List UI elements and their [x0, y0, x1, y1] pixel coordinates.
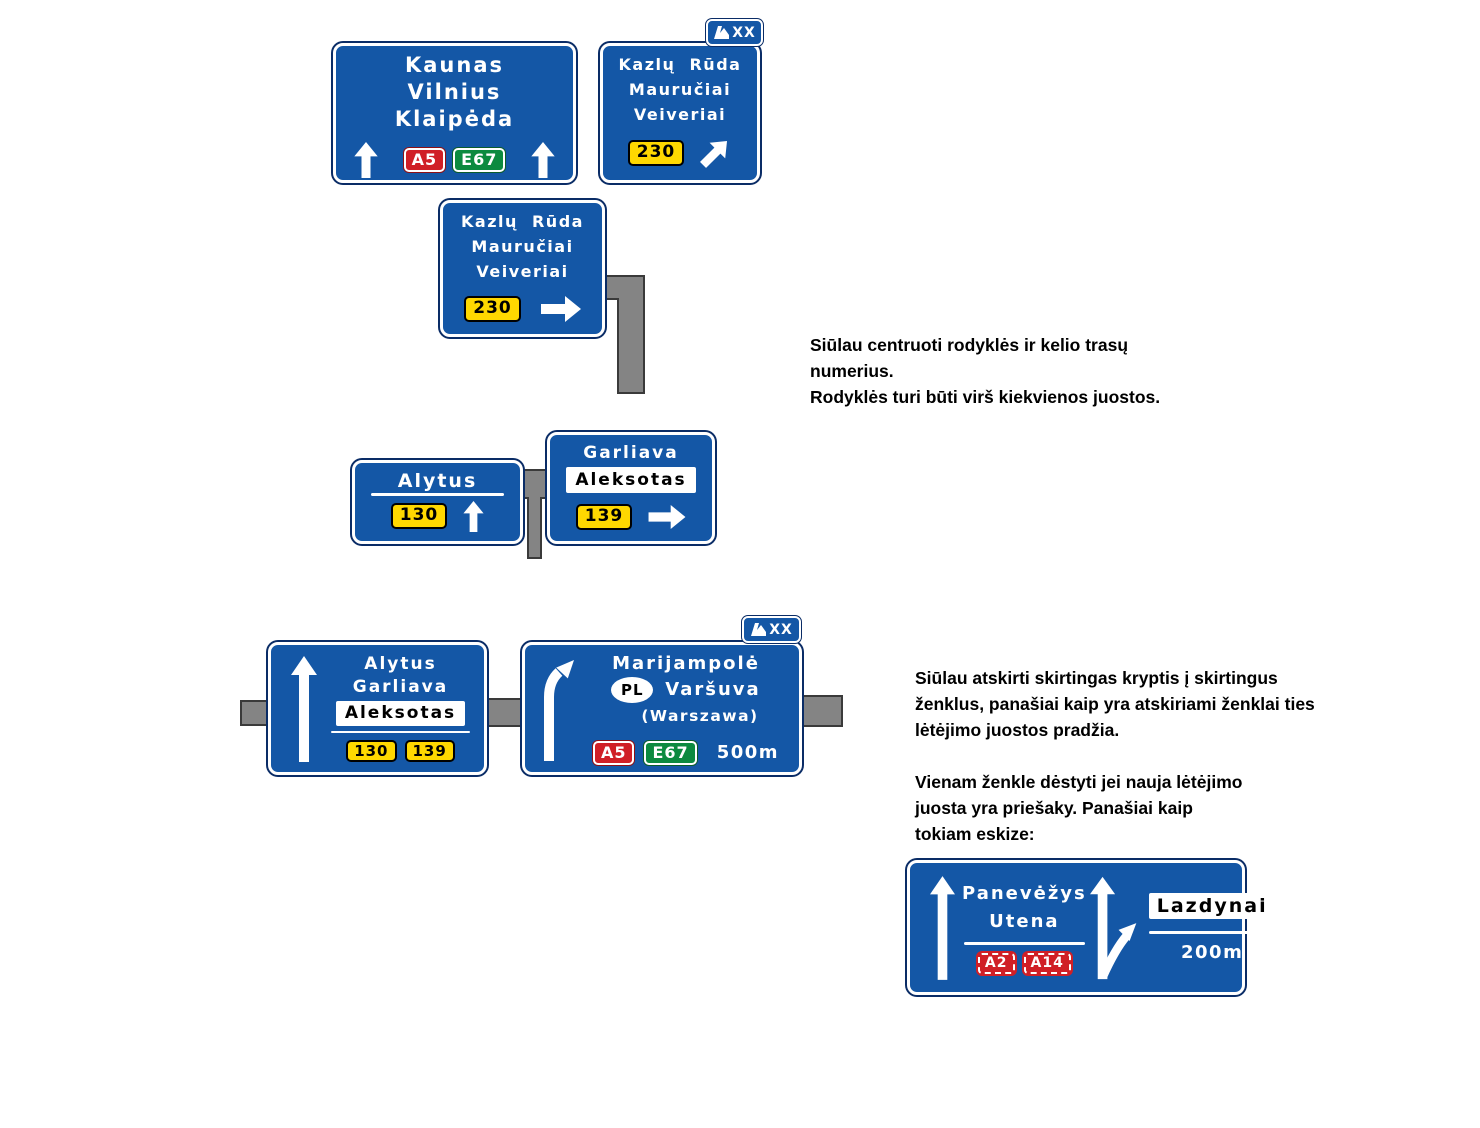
destination: Kaunas	[404, 53, 504, 77]
destination: Veiveriai	[633, 105, 727, 124]
route-pictogram-icon	[713, 26, 730, 39]
destinations	[560, 441, 702, 493]
sign-kazlu-ruda-right	[440, 200, 605, 337]
divider-line	[964, 942, 1085, 945]
note-line: Siūlau centruoti rodyklės ir kelio trasų	[810, 335, 1129, 355]
exit-plate-label: XX	[769, 621, 793, 638]
destination: Garliava	[583, 443, 679, 463]
route-badge-230: 230	[628, 140, 685, 165]
destination: Garliava	[352, 677, 449, 697]
destinations	[365, 469, 510, 493]
sign-alytus	[352, 460, 523, 544]
destination: Marijampolė	[612, 652, 760, 674]
note-line: tokiam eskize:	[915, 824, 1035, 844]
sign-panevezys-lazdynai	[907, 860, 1268, 995]
destinations	[346, 52, 563, 133]
sign-marijampole-varsuva	[522, 642, 802, 775]
route-badge-a5: A5	[593, 741, 635, 765]
distance-label: 200m	[1181, 941, 1244, 963]
route-badge-e67: E67	[453, 148, 505, 172]
distance-label: 500m	[716, 742, 780, 763]
sign-alytus-garliava-lane	[268, 642, 487, 775]
exit-number-plate	[706, 19, 763, 46]
right-arrow-icon	[648, 505, 686, 529]
annotation-note-2	[915, 665, 1315, 847]
route-pictogram-icon	[750, 623, 767, 636]
district-name-box: Lazdynai	[1149, 893, 1276, 919]
route-badge-130: 130	[346, 740, 396, 763]
right-arrow-icon	[541, 296, 581, 322]
up-arrow-icon	[531, 142, 555, 178]
exit-plate-label: XX	[732, 24, 756, 41]
exit-number-plate	[742, 616, 801, 643]
destinations	[613, 52, 747, 127]
destination: Klaipėda	[394, 107, 515, 131]
destination: Kazlų Rūda	[618, 55, 742, 74]
note-line: numerius.	[810, 361, 894, 381]
route-badge-a2: A2	[978, 953, 1015, 975]
note-line: Rodyklės turi būti virš kiekvienos juostos.	[810, 387, 1161, 407]
gantry-beam	[800, 695, 843, 727]
fork-arrow-icon	[1090, 875, 1146, 981]
destinations	[453, 209, 592, 284]
destination: Varšuva	[665, 678, 761, 700]
destinations	[327, 653, 474, 726]
destination: Panevėžys	[962, 882, 1087, 904]
district-name-box: Aleksotas	[336, 701, 465, 726]
diagonal-arrow-icon	[691, 129, 739, 177]
note-line: lėtėjimo juostos pradžia.	[915, 720, 1120, 740]
note-line: Siūlau atskirti skirtingas kryptis į skirtingus	[915, 668, 1278, 688]
sign-garliava-aleksotas	[547, 432, 715, 544]
country-code-oval: PL	[611, 677, 653, 703]
note-line: juosta yra priešaky. Panašiai kaip	[915, 798, 1193, 818]
destination: Vilnius	[407, 80, 502, 104]
annotation-note-1	[810, 332, 1160, 410]
destination: Mauručiai	[471, 237, 574, 256]
lane-up-arrow-icon	[291, 656, 317, 762]
destination: Utena	[989, 910, 1060, 932]
destination: Mauručiai	[628, 80, 732, 99]
note-line: ženklus, panašiai kaip yra atskiriami ženklai ties	[915, 694, 1315, 714]
destination: Alytus	[397, 470, 478, 492]
route-badge-a14: A14	[1024, 953, 1071, 975]
route-badge-139: 139	[405, 740, 455, 763]
divider-line	[371, 493, 504, 496]
gantry-beam	[485, 698, 525, 727]
curved-arrow-icon	[537, 656, 581, 762]
lane-up-arrow-icon	[930, 874, 955, 982]
destination-alt: (Warszawa)	[641, 706, 759, 725]
district-name-box: Aleksotas	[566, 467, 695, 493]
up-arrow-icon	[354, 142, 378, 178]
route-badge-a5: A5	[404, 148, 446, 172]
destinations	[583, 651, 789, 729]
route-badge-230: 230	[464, 296, 521, 321]
divider-line	[331, 731, 470, 733]
divider-line	[1149, 931, 1276, 934]
up-arrow-icon	[463, 501, 484, 532]
sign-kazlu-ruda-exit	[600, 43, 760, 183]
destination: Alytus	[364, 654, 437, 674]
destination: Veiveriai	[476, 262, 569, 281]
destinations	[962, 880, 1087, 936]
route-badge-e67: E67	[644, 741, 696, 765]
route-badge-139: 139	[576, 504, 633, 529]
sign-post	[522, 469, 548, 559]
route-badge-130: 130	[391, 503, 448, 528]
sign-post	[602, 275, 646, 395]
sign-kaunas-vilnius-klaipeda	[333, 43, 576, 183]
note-line: Vienam ženkle dėstyti jei nauja lėtėjimo	[915, 772, 1243, 792]
destination: Kazlų Rūda	[461, 212, 584, 231]
gantry-beam	[240, 700, 270, 726]
